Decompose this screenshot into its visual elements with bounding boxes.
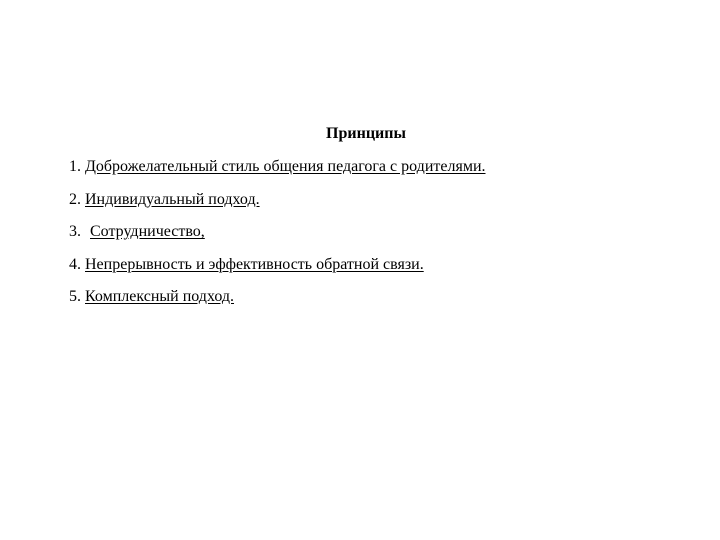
page-title: Принципы xyxy=(326,125,406,142)
list-item xyxy=(69,190,486,210)
list-item xyxy=(69,157,486,177)
item-text: Индивидуальный подход. xyxy=(85,190,260,208)
item-text: Доброжелательный стиль общения педагога с родителями. xyxy=(85,158,486,175)
list-item xyxy=(69,222,486,242)
item-number: 4. xyxy=(69,255,81,273)
item-number: 1. xyxy=(69,158,81,175)
item-number: 3. xyxy=(69,223,81,240)
list-item xyxy=(69,255,486,275)
item-text: Непрерывность и эффективность обратной связи. xyxy=(85,255,424,273)
item-text: Комплексный подход. xyxy=(85,288,235,305)
item-number: 2. xyxy=(69,190,81,208)
principles-list xyxy=(69,157,486,320)
item-number: 5. xyxy=(69,288,81,305)
item-text: Сотрудничество, xyxy=(90,223,205,240)
list-item xyxy=(69,287,486,307)
